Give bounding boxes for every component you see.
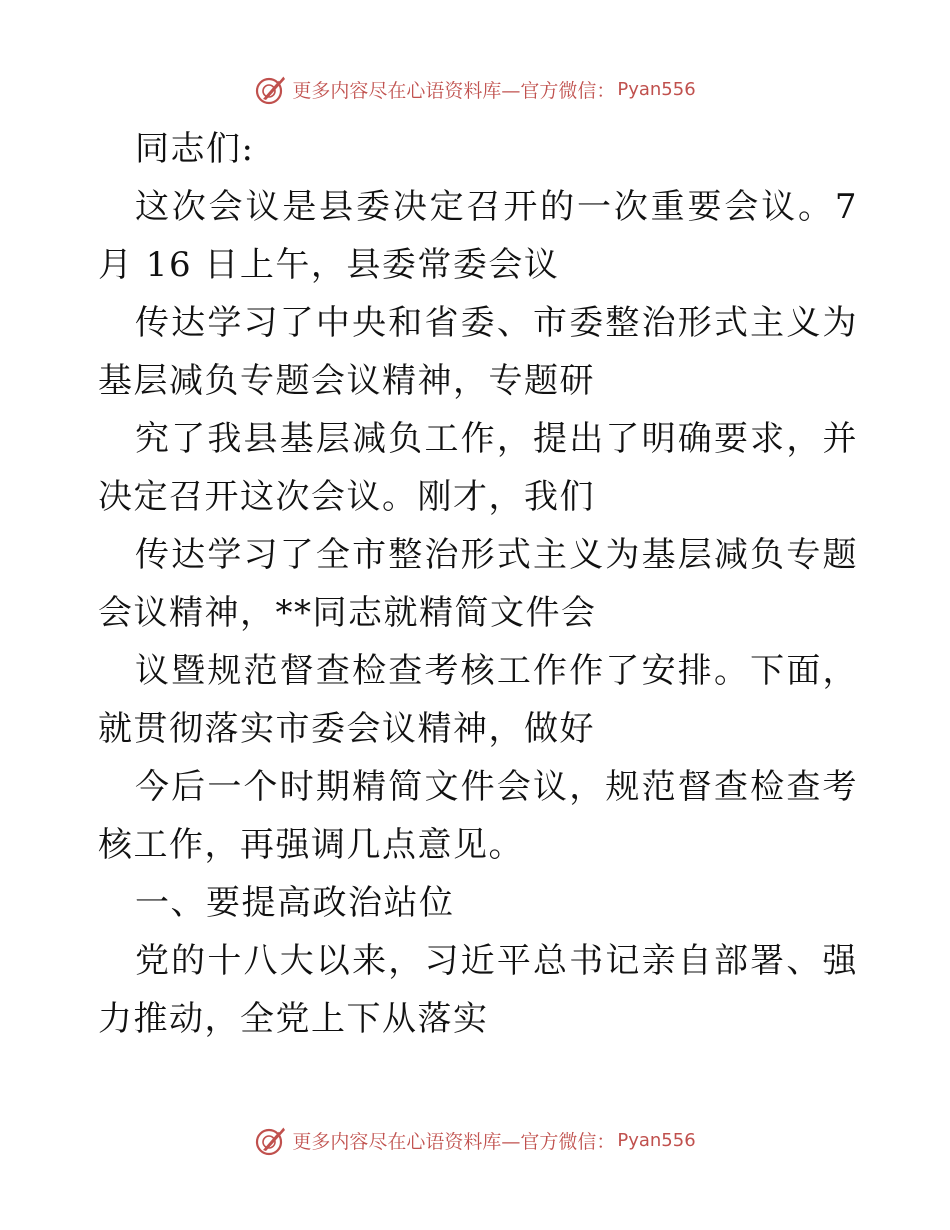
- paragraph: 议暨规范督查检查考核工作作了安排。下面，就贯彻落实市委会议精神，做好: [98, 651, 858, 749]
- quill-logo-icon: [254, 72, 288, 106]
- paragraph: 传达学习了全市整治形式主义为基层减负专题会议精神，**同志就精简文件会: [98, 535, 858, 633]
- salutation: 同志们:: [135, 129, 255, 169]
- paragraph: 党的十八大以来，习近平总书记亲自部署、强力推动，全党上下从落实: [98, 941, 858, 1039]
- paragraph: 传达学习了中央和省委、市委整治形式主义为基层减负专题会议精神，专题研: [98, 303, 858, 401]
- section-heading: 一、要提高政治站位: [135, 883, 455, 923]
- paragraph: 今后一个时期精简文件会议，规范督查检查考核工作，再强调几点意见。: [98, 767, 858, 865]
- watermark-wechat-id: Pyan556: [617, 78, 696, 100]
- footer-watermark: [0, 1122, 950, 1158]
- watermark-text: 更多内容尽在心语资料库—官方微信：: [292, 1130, 616, 1153]
- header-watermark: [0, 71, 950, 107]
- quill-logo-icon: [254, 1123, 288, 1157]
- paragraph: 这次会议是县委决定召开的一次重要会议。7 月 16 日上午，县委常委会议: [98, 187, 858, 285]
- paragraph: 究了我县基层减负工作，提出了明确要求，并决定召开这次会议。刚才，我们: [98, 419, 858, 517]
- document-body: [98, 120, 858, 1048]
- watermark-wechat-id: Pyan556: [617, 1129, 696, 1151]
- watermark-text: 更多内容尽在心语资料库—官方微信：: [292, 79, 616, 102]
